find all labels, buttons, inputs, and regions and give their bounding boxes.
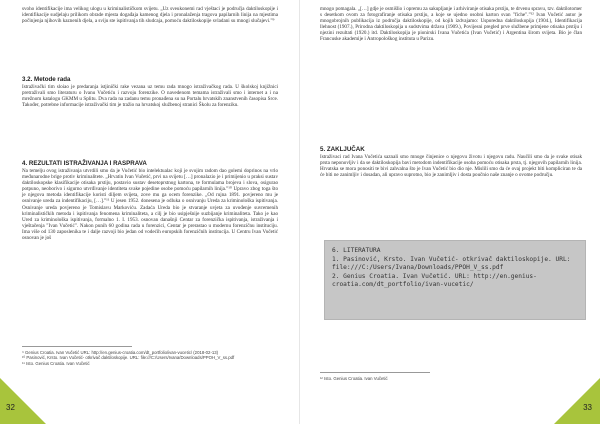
right-footnote-rule [320, 372, 430, 373]
section-3-2-title: 3.2. Metode rada [22, 76, 71, 83]
footnote-10: ¹⁰ Pasinović, Krsto. Ivan Vučetić- otkrivač daktiloskopije. URL: file:///C:/Users/Ivana/Downloads/PPOH_V_ss.pdf [22, 355, 235, 361]
left-intro-paragraph [22, 6, 278, 24]
section-5-title: 5. ZAKLJUČAK [320, 146, 365, 153]
right-intro-paragraph [320, 6, 582, 43]
footnote-12: ¹² Isto. Genius Croatia. Ivan Vučetić [320, 376, 388, 381]
footnote-9: ⁹ Genius Croatia. Ivan Vučetić URL: http://en.genius-croatia.com/dt_portfolio/ivan-vucetic/ (2018-02-13) [22, 350, 219, 355]
literature-item-2: 2. Genius Croatia. Ivan Vučetić. URL: http://en.genius-croatia.com/dt_portfolio/ivan-vucetic/ [332, 272, 537, 289]
right-corner-decoration [554, 378, 600, 424]
page-number-right: 33 [583, 403, 592, 412]
left-corner-decoration [0, 378, 46, 424]
literature-box [324, 240, 586, 320]
section-3-2 [22, 76, 278, 108]
section-4 [22, 160, 278, 241]
literature-title: 6. LITERATURA [332, 247, 381, 254]
right-intro-text: mnogo pomagala. „[…] gdje je osmišlio i opremu za sakupljanje i arhiviranje otisaka prstiju, te drvenu spravu, tzv. daktilotomer s desetkom ovom za fotografiranje otisaka prstiju, a koje se ujedno osobni karton svan "fiche".”¹² Ivan Vučetić autor je mnogobrojnih publikacija iz područja daktiloskopije, od kojih izdvajamo: Usporedna daktiloskopija (1904.), Identifikacija llehnost (1907.), Prirodna daktiloskopija u sudstvima država (1909.), Povijesni pregled prve službene primjene otisaka prstiju i njezini rezultati (1920.) itd. Daktiloskopija je pionirski Ivana Vučetića (Ivan Vučetić) i Argentina širom svijeta. Bio je član Francuske akademije i Antropološkog instituta u Parizu. [320, 6, 582, 43]
page-number-left: 32 [6, 403, 15, 412]
section-4-title: 4. REZULTATI ISTRAŽIVANJA I RASPRAVA [22, 160, 147, 167]
section-5-text: Istraživaci rad Ivana Vučetića saznali smo mnoge činjenice o njegovu životu i njegovu radu. Naučili smo da je svake otisak prsta neponovljiv i da se daktiloskopija bavi metodom indentifikacije osoba pomoću otisaka prsta, tj. njegovih papilarnih linija. Hrvatska se mora ponositi te bivi zahvalna što je Ivan Vučetić bio dio nje. Mislili smo da će ovaj projekt biti kompliciran te da će biti ne zanimljiv i dosadan, ali upravo suprotno, bio je zanimljiv i dosta poučnio naše znanje o ovome području. [320, 154, 582, 179]
left-footnotes [22, 350, 278, 366]
footnote-rule [22, 346, 132, 347]
footnote-11: ¹¹ Isto. Genius Croatia. Ivan Vučetić [22, 360, 90, 366]
right-page [300, 0, 600, 424]
literature-item-1: 1. Pasinović, Krsto. Ivan Vučetić- otkrivač daktiloskopije. URL: file:///C:/Users/Ivana/Downloads/PPOH_V_ss.pdf [332, 255, 571, 272]
left-intro-text: svoho identifikacije ima velikog ulogu u kriminalističkom svijetu. „Uz sveukonemi rad vještaci je područja daktiloskopije i identifikacije sudjelaju prilikom obrade mjesta događaja kamenog djela i pronalaženja tragova papilarnih linija na mjestima počinjenja njihovih kaznenih djela, a sviju ste ispitivanja tih sludcaja, pomoću daktiloskopije svladani su mnogi slučajevi.”⁹ [22, 6, 278, 25]
section-5 [320, 146, 582, 178]
section-4-text: Na temelju ovog istraživanja utvrdili smo da je Vučetić bio intelektualac koji je svojim radom dao golemi doprinos na vrlo međunarodne brige protiv kriminalitete. „Hrvatin Ivan Vučetić, prvi na svijetu […] pronalazio je i primijenio u praksi sustav daktiloskopske klasifikacije otisaka prstiju, postavio sustav desetoprstnog kartona, te formulama brojeva i slova, osigurao potpuno, neoborivo i sigurno utvrđivanje identiteta svake pojedine osobe pomoću papilarnih linija.”¹⁰ Upravo zbog toga što je njegova metoda identifikacije koristi diljem svijeta, zove mu ga ocem forenzike. „Od rujna 1891. povjereno mu je osnivanje ureda za indentifikaciju, […].”¹¹ U jesen 1952. donesena je odluka o osnivanju Ureda za kriminološka ispitivanja. Osnivanje ureda povjereno je Tomislavu Markoviću. Zadaća Ureda bio je stvaranje uvjeta za uvođenje suvremenih kriminalističkih metoda i ispitivanja fenomena kriminaliteta, a cilj je bio usipješnije suzbijanje kriminaliteta. Tako je kao Ured za kriminološka ispitivanja, formalno 1. I. 1953. osnovan današnji Centar za forenzička ispitivanja, istraživanja i vještačenja "Ivan Vučetić". Nakon punih 60 godina rada u forenzici, Centar je prerastao u modernu forenzičnu instituciju. Ima više od 130 zaposlenika te i dalje razvoji bio jedan od vodećih europskih forenzičnih institucija. U Centru Ivan Vučetić osnovan je još [22, 168, 278, 242]
section-3-2-text: Istraživački tim sloiao je predaranja istjinički rake vezana uz temu rada mnogo istraživačkog rada. U školskoj knjižnici pretraživali smo literaturu o Ivanu Vučetiću i razvoju forenzike. O navedenom temama istraživali smo i internet a i na mrežnom katalogu GKMM u Splitu. Dva rada na zadanu temu pronađena su na Portalu hrvatskih znanstvenih časopisa Srce. Također, potrebne informacije istraživački tim je tražio na hrvatskoj službenoj stranici Školu za forenziku. [22, 84, 278, 109]
